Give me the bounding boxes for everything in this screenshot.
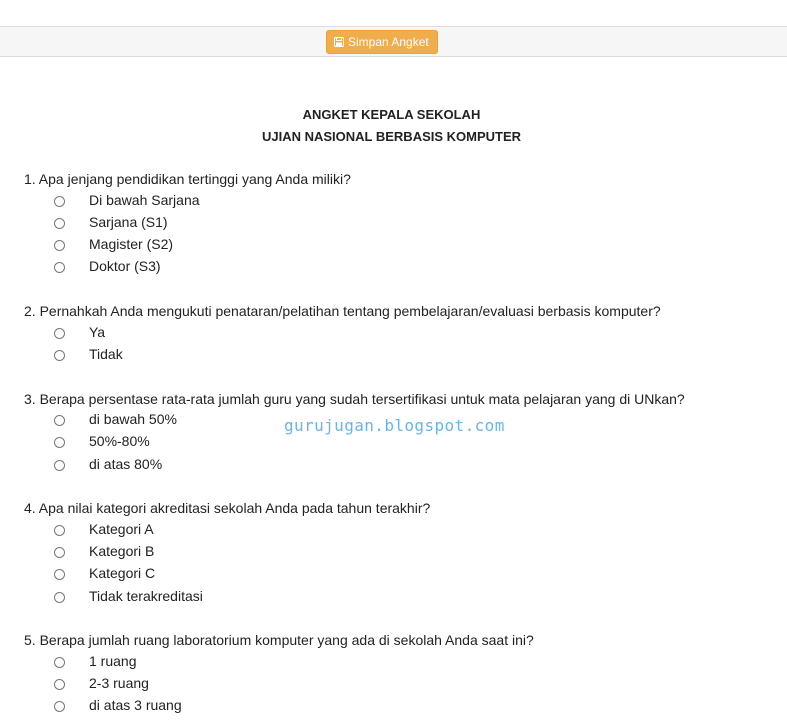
- option-label: Doktor (S3): [89, 258, 161, 274]
- radio-button[interactable]: [54, 350, 65, 361]
- option-q4-4[interactable]: [53, 587, 203, 607]
- option-label: Kategori C: [89, 565, 156, 581]
- radio-button[interactable]: [54, 679, 65, 690]
- radio-button[interactable]: [54, 218, 65, 229]
- radio-button[interactable]: [54, 547, 65, 558]
- option-q2-2[interactable]: [53, 345, 123, 365]
- option-q1-4[interactable]: [53, 257, 161, 277]
- question-2: 2. Pernahkah Anda mengukuti penataran/pelatihan tentang pembelajaran/evaluasi berbasis komputer?: [24, 303, 661, 319]
- radio-button[interactable]: [54, 328, 65, 339]
- question-5: 5. Berapa jumlah ruang laboratorium komputer yang ada di sekolah Anda saat ini?: [24, 632, 534, 648]
- option-q3-2[interactable]: [53, 432, 150, 452]
- floppy-disk-icon: [334, 37, 344, 47]
- question-1: 1. Apa jenjang pendidikan tertinggi yang Anda miliki?: [24, 171, 351, 187]
- radio-button[interactable]: [54, 525, 65, 536]
- radio-button[interactable]: [54, 437, 65, 448]
- radio-button[interactable]: [54, 657, 65, 668]
- option-label: 2-3 ruang: [89, 675, 149, 691]
- page-subtitle: UJIAN NASIONAL BERBASIS KOMPUTER: [261, 129, 522, 144]
- option-q5-1[interactable]: [53, 652, 137, 672]
- radio-button[interactable]: [54, 415, 65, 426]
- option-label: Ya: [89, 324, 106, 340]
- radio-button[interactable]: [54, 592, 65, 603]
- option-q3-3[interactable]: [53, 455, 163, 475]
- option-label: di atas 3 ruang: [89, 697, 182, 713]
- option-label: Sarjana (S1): [89, 214, 168, 230]
- radio-button[interactable]: [54, 240, 65, 251]
- option-label: 1 ruang: [89, 653, 137, 669]
- option-label: di atas 80%: [89, 456, 163, 472]
- option-q1-1[interactable]: [53, 191, 200, 211]
- option-label: Di bawah Sarjana: [89, 192, 200, 208]
- page-title: ANGKET KEPALA SEKOLAH: [302, 107, 481, 122]
- watermark: gurujugan.blogspot.com: [284, 416, 505, 435]
- option-q4-1[interactable]: [53, 520, 154, 540]
- option-label: di bawah 50%: [89, 411, 177, 427]
- radio-button[interactable]: [54, 196, 65, 207]
- option-label: 50%-80%: [89, 433, 150, 449]
- option-label: Tidak: [89, 346, 123, 362]
- option-q5-2[interactable]: [53, 674, 149, 694]
- question-3: 3. Berapa persentase rata-rata jumlah guru yang sudah tersertifikasi untuk mata pelajaran yang di UNkan?: [24, 391, 685, 407]
- question-4: 4. Apa nilai kategori akreditasi sekolah Anda pada tahun terakhir?: [24, 500, 431, 516]
- option-label: Kategori B: [89, 543, 155, 559]
- option-q1-3[interactable]: [53, 235, 174, 255]
- radio-button[interactable]: [54, 460, 65, 471]
- save-button-label: Simpan Angket: [348, 35, 429, 49]
- save-survey-button[interactable]: [326, 30, 438, 54]
- option-q3-1[interactable]: [53, 410, 177, 430]
- option-q4-3[interactable]: [53, 564, 156, 584]
- option-label: Tidak terakreditasi: [89, 588, 203, 604]
- radio-button[interactable]: [54, 569, 65, 580]
- radio-button[interactable]: [54, 262, 65, 273]
- option-label: Kategori A: [89, 521, 154, 537]
- option-q5-3[interactable]: [53, 696, 182, 716]
- option-label: Magister (S2): [89, 236, 174, 252]
- option-q4-2[interactable]: [53, 542, 155, 562]
- option-q2-1[interactable]: [53, 323, 106, 343]
- toolbar: [0, 26, 787, 57]
- radio-button[interactable]: [54, 701, 65, 712]
- option-q1-2[interactable]: [53, 213, 168, 233]
